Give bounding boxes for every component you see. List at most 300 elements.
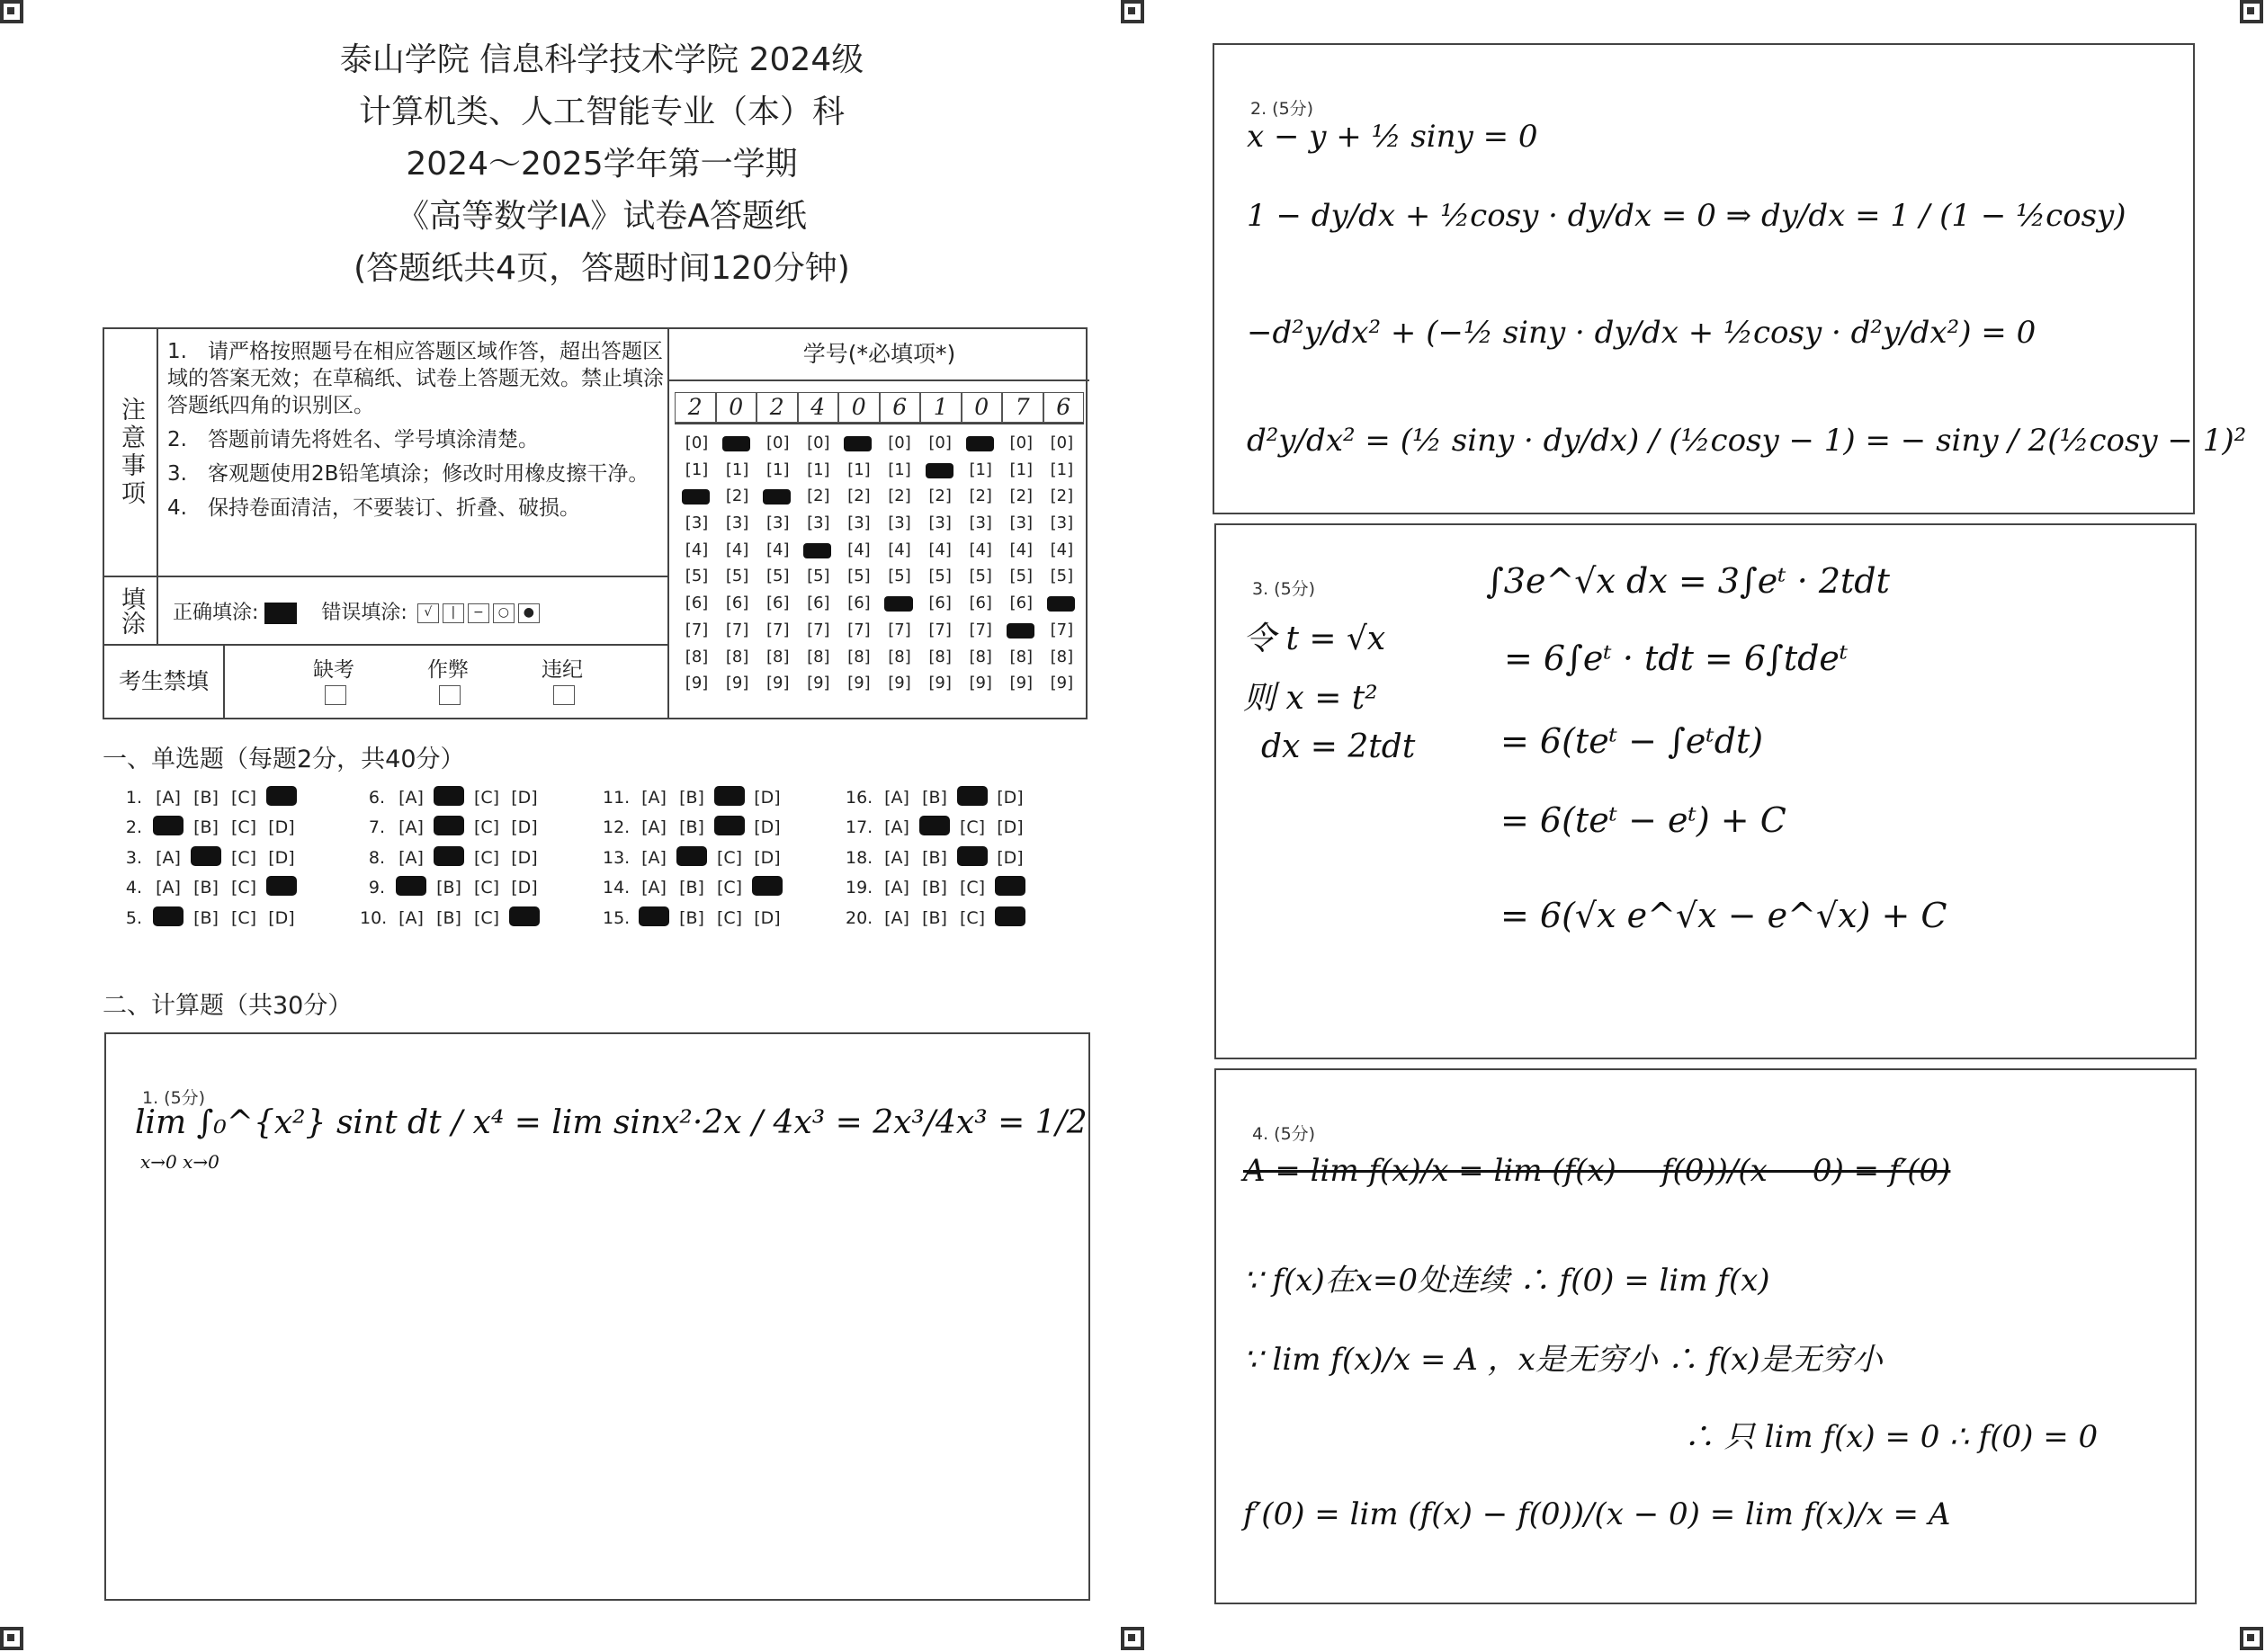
id-bubble[interactable]: [3] [1009, 513, 1034, 533]
mcq-option-a[interactable] [149, 817, 187, 837]
bubble-row [676, 617, 1082, 644]
mcq-option-b[interactable]: [B] [922, 847, 947, 868]
mcq-option-a[interactable] [635, 908, 673, 928]
id-bubble[interactable]: [9] [1009, 674, 1034, 693]
mcq-option-d[interactable]: [D] [511, 847, 538, 868]
id-bubble[interactable]: [2] [725, 487, 749, 506]
mcq-option-b[interactable]: [B] [193, 787, 219, 808]
id-bubble[interactable]: [3] [1050, 513, 1074, 533]
mcq-option-a[interactable]: [A] [641, 787, 667, 808]
q2-handwriting: d²y/dx² = (½ siny · dy/dx) / (½cosy − 1) = − siny / 2(½cosy − 1)² [1247, 423, 2247, 459]
mcq-option-c[interactable]: [C] [230, 817, 257, 838]
q2-handwriting: 1 − dy/dx + ½cosy · dy/dx = 0 ⇒ dy/dx = 1 / (1 − ½cosy) [1247, 198, 2126, 234]
mcq-option-c[interactable] [953, 848, 991, 868]
id-bubble[interactable]: [6] [725, 594, 749, 613]
mcq-item [117, 782, 360, 813]
id-bubble[interactable]: [0] [1050, 433, 1074, 452]
mcq-option-a[interactable]: [A] [398, 787, 424, 808]
id-bubble[interactable]: [6] [1009, 594, 1034, 613]
mcq-number: 13. [603, 847, 631, 868]
notice-item: 2. 答题前请先将姓名、学号填涂清楚。 [167, 428, 539, 451]
correct-fill-label: 正确填涂: [173, 602, 259, 624]
id-bubble[interactable]: [7] [888, 620, 911, 639]
student-id-digit: 4 [798, 392, 839, 423]
id-bubble[interactable]: [4] [1050, 540, 1074, 559]
id-bubble[interactable]: [8] [888, 647, 911, 666]
notice-items [167, 338, 671, 529]
id-bubble[interactable]: [5] [725, 567, 749, 586]
mcq-row [117, 782, 1088, 813]
student-id-digits [675, 392, 1084, 424]
fill-label: 填涂 [104, 577, 158, 644]
wrong-fill-sample: ● [518, 603, 540, 623]
id-bubble[interactable]: [5] [807, 567, 830, 586]
mcq-option-b[interactable]: [B] [679, 878, 704, 898]
mcq-option-a[interactable] [149, 908, 187, 928]
id-bubble[interactable]: [5] [685, 567, 709, 586]
mcq-item [360, 843, 603, 873]
id-bubble[interactable]: [7] [1050, 620, 1074, 639]
q3-right: = 6∫eᵗ · tdt = 6∫tdeᵗ [1504, 638, 1849, 678]
q2-points: 2. (5分) [1250, 99, 1314, 119]
mcq-option-d[interactable] [991, 908, 1029, 928]
id-bubble[interactable]: [5] [847, 567, 871, 586]
id-bubble[interactable]: [9] [1050, 674, 1074, 693]
mcq-number: 11. [603, 787, 631, 808]
mcq-option-b[interactable]: [B] [922, 787, 947, 808]
id-bubble[interactable]: [2] [888, 487, 911, 506]
mcq-option-d[interactable]: [D] [997, 787, 1024, 808]
id-bubble[interactable]: [8] [969, 647, 992, 666]
id-bubble[interactable]: [9] [847, 674, 871, 693]
mcq-section-title: 一、单选题（每题2分，共40分） [103, 746, 465, 773]
mcq-option-d[interactable]: [D] [511, 817, 538, 838]
id-bubble[interactable]: [5] [969, 567, 992, 586]
mcq-item [603, 873, 846, 904]
mcq-item [603, 903, 846, 933]
wrong-fill-sample: ○ [493, 603, 515, 623]
id-bubble[interactable]: [8] [1050, 647, 1074, 666]
q3-right: ∫3e^√x dx = 3∫eᵗ · 2tdt [1486, 561, 1890, 601]
q4-handwriting: f′(0) = lim (f(x) − f(0))/(x − 0) = lim f(x)/x = A [1243, 1496, 1951, 1532]
answer-box-q4 [1214, 1068, 2197, 1604]
mcq-option-a[interactable]: [A] [398, 847, 424, 868]
mcq-number: 14. [603, 878, 631, 898]
id-bubble[interactable] [920, 457, 961, 484]
mcq-option-b[interactable] [673, 848, 711, 868]
id-bubble[interactable]: [4] [969, 540, 992, 559]
bubble-row [676, 510, 1082, 537]
student-id-title: 学号(*必填项*) [669, 329, 1089, 381]
id-bubble[interactable]: [1] [685, 460, 709, 479]
mcq-option-b[interactable]: [B] [436, 878, 461, 898]
mcq-option-c[interactable]: [C] [473, 847, 500, 868]
mcq-number: 1. [125, 787, 142, 808]
header-line: 计算机类、人工智能专业（本）科 [358, 94, 845, 130]
mcq-option-d[interactable]: [D] [511, 878, 538, 898]
student-id-digit: 0 [716, 392, 757, 423]
forbidden-label: 考生禁填 [104, 646, 225, 718]
mcq-option-b[interactable]: [B] [679, 907, 704, 928]
id-bubble[interactable]: [3] [685, 513, 709, 533]
mcq-item [117, 813, 360, 844]
mcq-option-d[interactable] [748, 878, 786, 897]
id-bubble[interactable]: [4] [765, 540, 790, 559]
mcq-option-c[interactable]: [C] [473, 817, 500, 838]
id-bubble[interactable]: [2] [928, 487, 952, 506]
student-id-bubble-grid [676, 430, 1082, 697]
mcq-option-c[interactable]: [C] [473, 878, 500, 898]
wrong-fill-sample: √ [417, 603, 439, 623]
bubble-row [676, 457, 1082, 484]
q3-left: dx = 2tdt [1261, 728, 1416, 765]
mcq-item [117, 903, 360, 933]
mcq-number: 2. [125, 817, 142, 838]
id-bubble[interactable]: [9] [807, 674, 830, 693]
mcq-option-c[interactable]: [C] [959, 878, 986, 898]
id-bubble[interactable] [676, 483, 717, 510]
mcq-item [603, 782, 846, 813]
id-bubble[interactable]: [0] [888, 433, 911, 452]
mcq-item [603, 843, 846, 873]
bubble-row [676, 563, 1082, 590]
q4-points: 4. (5分) [1252, 1124, 1316, 1144]
student-id-digit: 1 [920, 392, 962, 423]
q2-handwriting: x − y + ½ siny = 0 [1247, 119, 1538, 155]
mcq-item [603, 813, 846, 844]
id-bubble[interactable]: [8] [928, 647, 952, 666]
id-bubble[interactable]: [6] [847, 594, 871, 613]
mcq-item [846, 873, 1088, 904]
id-bubble[interactable]: [9] [969, 674, 992, 693]
id-bubble[interactable]: [1] [807, 460, 830, 479]
id-bubble[interactable]: [5] [888, 567, 911, 586]
student-id-digit: 2 [756, 392, 798, 423]
corner-mark-tl [0, 0, 23, 23]
mcq-option-b[interactable] [916, 817, 953, 837]
mcq-item [846, 903, 1088, 933]
mcq-option-a[interactable]: [A] [641, 878, 667, 898]
mcq-item [117, 843, 360, 873]
mcq-number: 20. [846, 907, 873, 928]
id-bubble[interactable]: [3] [807, 513, 830, 533]
notice-item: 1. 请严格按照题号在相应答题区域作答，超出答题区域的答案无效；在草稿纸、试卷上答题无效。禁止填涂答题纸四角的识别区。 [167, 340, 664, 417]
id-bubble[interactable]: [1] [1009, 460, 1034, 479]
id-bubble[interactable]: [9] [685, 674, 709, 693]
id-bubble[interactable]: [3] [765, 513, 790, 533]
id-bubble[interactable] [717, 430, 757, 457]
mcq-option-a[interactable]: [A] [398, 907, 424, 928]
id-bubble[interactable]: [9] [765, 674, 790, 693]
mcq-row [117, 873, 1088, 904]
id-bubble[interactable]: [7] [928, 620, 952, 639]
mcq-number: 5. [125, 907, 142, 928]
student-id-panel [667, 329, 1089, 718]
mcq-option-d[interactable]: [D] [511, 787, 538, 808]
student-id-digit: 0 [962, 392, 1003, 423]
mcq-item [846, 843, 1088, 873]
id-bubble[interactable]: [4] [685, 540, 709, 559]
mcq-option-b[interactable] [430, 788, 468, 808]
mcq-number: 9. [368, 878, 385, 898]
id-bubble[interactable]: [8] [725, 647, 749, 666]
mcq-option-d[interactable]: [D] [997, 817, 1024, 838]
mcq-number: 7. [368, 817, 385, 838]
id-bubble[interactable]: [3] [969, 513, 992, 533]
id-bubble[interactable]: [7] [807, 620, 830, 639]
student-id-digit: 6 [1043, 392, 1085, 423]
mcq-option-d[interactable]: [D] [268, 817, 295, 838]
id-bubble[interactable]: [7] [765, 620, 790, 639]
mcq-option-d[interactable]: [D] [997, 847, 1024, 868]
mcq-number: 8. [368, 847, 385, 868]
mcq-option-d[interactable]: [D] [268, 847, 295, 868]
id-bubble[interactable]: [0] [928, 433, 952, 452]
mcq-option-b[interactable]: [B] [679, 787, 704, 808]
id-bubble[interactable]: [6] [807, 594, 830, 613]
calc-section-title: 二、计算题（共30分） [103, 992, 353, 1020]
id-bubble[interactable]: [5] [1009, 567, 1034, 586]
mcq-option-c[interactable]: [C] [959, 817, 986, 838]
mcq-option-c[interactable] [711, 817, 748, 837]
mcq-option-c[interactable]: [C] [959, 907, 986, 928]
mcq-number: 17. [846, 817, 873, 838]
id-bubble[interactable]: [0] [807, 433, 830, 452]
id-bubble[interactable]: [7] [847, 620, 871, 639]
mcq-option-b[interactable]: [B] [436, 907, 461, 928]
answer-box-q2 [1213, 43, 2247, 514]
mcq-option-b[interactable]: [B] [193, 817, 219, 838]
id-bubble[interactable]: [1] [969, 460, 992, 479]
q4-handwriting: A = lim f(x)/x = lim (f(x) − f(0))/(x − 0) = f′(0) [1243, 1153, 1951, 1189]
mcq-item [360, 903, 603, 933]
cheat-checkbox[interactable] [439, 685, 461, 705]
notice-panel [103, 327, 1088, 719]
mcq-number: 4. [125, 878, 142, 898]
q3-points: 3. (5分) [1252, 579, 1316, 599]
id-bubble[interactable]: [2] [1009, 487, 1034, 506]
id-bubble[interactable]: [5] [765, 567, 790, 586]
mcq-number: 15. [603, 907, 631, 928]
mcq-item [846, 813, 1088, 844]
id-bubble[interactable]: [8] [807, 647, 830, 666]
corner-mark-tr [2240, 0, 2263, 23]
mcq-answer-grid [117, 782, 1088, 933]
id-bubble[interactable]: [8] [847, 647, 871, 666]
answer-box-q1 [104, 1032, 1090, 1601]
mcq-option-a[interactable]: [A] [641, 817, 667, 838]
mcq-option-a[interactable]: [A] [884, 787, 909, 808]
mcq-item [360, 782, 603, 813]
mcq-option-a[interactable]: [A] [398, 817, 424, 838]
mcq-option-d[interactable] [263, 878, 300, 897]
exam-header [103, 34, 1100, 295]
bubble-row [676, 430, 1082, 457]
q1-handwriting: x→0 x→0 [140, 1151, 219, 1173]
bubble-row [676, 537, 1082, 564]
mcq-option-c[interactable]: [C] [716, 847, 743, 868]
id-bubble[interactable] [798, 537, 838, 564]
q1-handwriting: lim ∫₀^{x²} sint dt / x⁴ = lim sinx²·2x / 4x³ = 2x³/4x³ = 1/2 [135, 1104, 1088, 1141]
id-bubble[interactable]: [7] [969, 620, 992, 639]
q2-handwriting: −d²y/dx² + (−½ siny · dy/dx + ½cosy · d²y/dx²) = 0 [1247, 315, 2037, 351]
mcq-number: 16. [846, 787, 873, 808]
mcq-option-a[interactable]: [A] [156, 787, 181, 808]
header-line: (答题纸共4页，答题时间120分钟) [354, 250, 850, 287]
q4-handwriting: ∴ 只 lim f(x) = 0 ∴ f(0) = 0 [1684, 1419, 2099, 1455]
id-bubble[interactable]: [3] [847, 513, 871, 533]
violation-label: 违纪 [542, 658, 583, 682]
id-bubble[interactable] [961, 430, 1001, 457]
mcq-option-c[interactable] [711, 788, 748, 808]
id-bubble[interactable]: [9] [888, 674, 911, 693]
mcq-option-b[interactable] [430, 848, 468, 868]
id-bubble[interactable] [757, 483, 798, 510]
id-bubble[interactable]: [1] [765, 460, 790, 479]
bubble-row [676, 590, 1082, 617]
id-bubble[interactable]: [2] [807, 487, 830, 506]
id-bubble[interactable]: [2] [969, 487, 992, 506]
fill-example-row [104, 576, 667, 646]
id-bubble[interactable]: [3] [928, 513, 952, 533]
id-bubble[interactable]: [3] [888, 513, 911, 533]
mcq-option-c[interactable]: [C] [716, 907, 743, 928]
id-bubble[interactable]: [5] [1050, 567, 1074, 586]
mcq-item [360, 873, 603, 904]
id-bubble[interactable]: [1] [888, 460, 911, 479]
mcq-option-b[interactable]: [B] [922, 878, 947, 898]
id-bubble[interactable]: [6] [765, 594, 790, 613]
mcq-option-b[interactable]: [B] [679, 817, 704, 838]
id-bubble[interactable]: [6] [928, 594, 952, 613]
mcq-option-d[interactable] [263, 788, 300, 808]
q1-points: 1. (5分) [142, 1088, 206, 1108]
mcq-option-b[interactable]: [B] [193, 878, 219, 898]
mcq-option-c[interactable]: [C] [473, 787, 500, 808]
id-bubble[interactable]: [2] [1050, 487, 1074, 506]
id-bubble[interactable]: [4] [1009, 540, 1034, 559]
mcq-option-c[interactable]: [C] [230, 878, 257, 898]
id-bubble[interactable] [879, 590, 919, 617]
mcq-row [117, 813, 1088, 844]
q3-right: = 6(teᵗ − ∫eᵗdt) [1500, 721, 1764, 761]
fill-examples [173, 597, 540, 625]
mcq-option-c[interactable]: [C] [473, 907, 500, 928]
bubble-row [676, 670, 1082, 697]
corner-mark-br [2240, 1627, 2263, 1650]
q3-right: = 6(teᵗ − eᵗ) + C [1500, 800, 1786, 840]
id-bubble[interactable]: [4] [847, 540, 871, 559]
mcq-option-a[interactable]: [A] [156, 878, 181, 898]
mcq-option-a[interactable]: [A] [641, 847, 667, 868]
mcq-number: 10. [360, 907, 388, 928]
mcq-option-d[interactable] [506, 908, 543, 928]
wrong-fill-label: 错误填涂: [321, 602, 407, 624]
id-bubble[interactable]: [3] [725, 513, 749, 533]
q4-handwriting: ∵ lim f(x)/x = A ，x是无穷小 ∴ f(x)是无穷小 [1243, 1342, 1883, 1378]
wrong-fill-sample: − [468, 603, 489, 623]
forbidden-row [104, 644, 667, 719]
mcq-option-c[interactable]: [C] [230, 847, 257, 868]
mcq-option-d[interactable]: [D] [754, 817, 781, 838]
id-bubble[interactable] [1001, 617, 1042, 644]
mcq-option-c[interactable]: [C] [230, 907, 257, 928]
id-bubble[interactable]: [8] [765, 647, 790, 666]
id-bubble[interactable]: [4] [888, 540, 911, 559]
mcq-number: 6. [368, 787, 385, 808]
q3-right: = 6(√x e^√x − e^√x) + C [1500, 896, 1947, 935]
mcq-option-b[interactable]: [B] [922, 907, 947, 928]
corner-mark-tm [1121, 0, 1144, 23]
id-bubble[interactable]: [4] [725, 540, 749, 559]
mcq-option-a[interactable]: [A] [884, 878, 909, 898]
id-bubble[interactable]: [6] [969, 594, 992, 613]
id-bubble[interactable]: [9] [725, 674, 749, 693]
violation-checkbox[interactable] [553, 685, 575, 705]
id-bubble[interactable]: [5] [928, 567, 952, 586]
id-bubble[interactable] [1042, 590, 1082, 617]
mcq-option-a[interactable]: [A] [156, 847, 181, 868]
id-bubble[interactable]: [0] [1009, 433, 1034, 452]
answer-box-q3 [1214, 523, 2197, 1059]
mcq-option-b[interactable]: [B] [193, 907, 219, 928]
student-id-digit: 6 [880, 392, 921, 423]
mcq-option-d[interactable]: [D] [268, 907, 295, 928]
q4-handwriting: ∵ f(x)在x=0处连续 ∴ f(0) = lim f(x) [1243, 1263, 1770, 1299]
id-bubble[interactable]: [8] [685, 647, 709, 666]
mcq-number: 3. [125, 847, 142, 868]
id-bubble[interactable]: [4] [928, 540, 952, 559]
id-bubble[interactable]: [1] [847, 460, 871, 479]
mcq-option-d[interactable] [991, 878, 1029, 897]
id-bubble[interactable]: [1] [1050, 460, 1074, 479]
corner-mark-bl [0, 1627, 23, 1650]
absent-checkbox[interactable] [325, 685, 346, 705]
mcq-option-a[interactable]: [A] [884, 907, 909, 928]
mcq-option-c[interactable]: [C] [230, 787, 257, 808]
id-bubble[interactable]: [1] [725, 460, 749, 479]
bubble-row [676, 644, 1082, 671]
mcq-option-b[interactable] [430, 817, 468, 837]
mcq-option-a[interactable]: [A] [884, 817, 909, 838]
mcq-number: 19. [846, 878, 873, 898]
mcq-option-d[interactable]: [D] [754, 787, 781, 808]
mcq-option-a[interactable] [392, 878, 430, 897]
mcq-option-a[interactable]: [A] [884, 847, 909, 868]
id-bubble[interactable]: [9] [928, 674, 952, 693]
mcq-number: 18. [846, 847, 873, 868]
id-bubble[interactable]: [8] [1009, 647, 1034, 666]
id-bubble[interactable]: [6] [685, 594, 709, 613]
id-bubble[interactable]: [7] [725, 620, 749, 639]
forbidden-items [313, 653, 583, 706]
mcq-item [117, 873, 360, 904]
wrong-fill-sample: | [443, 603, 464, 623]
mcq-option-b[interactable] [187, 848, 225, 868]
mcq-option-d[interactable]: [D] [754, 907, 781, 928]
id-bubble[interactable] [838, 430, 879, 457]
student-id-digit: 2 [675, 392, 716, 423]
mcq-option-c[interactable] [953, 788, 991, 808]
mcq-option-d[interactable]: [D] [754, 847, 781, 868]
mcq-option-c[interactable]: [C] [716, 878, 743, 898]
id-bubble[interactable]: [0] [765, 433, 790, 452]
id-bubble[interactable]: [2] [847, 487, 871, 506]
id-bubble[interactable]: [7] [685, 620, 709, 639]
id-bubble[interactable]: [0] [685, 433, 709, 452]
header-line: 《高等数学IA》试卷A答题纸 [397, 198, 807, 235]
absent-label: 缺考 [313, 658, 354, 682]
